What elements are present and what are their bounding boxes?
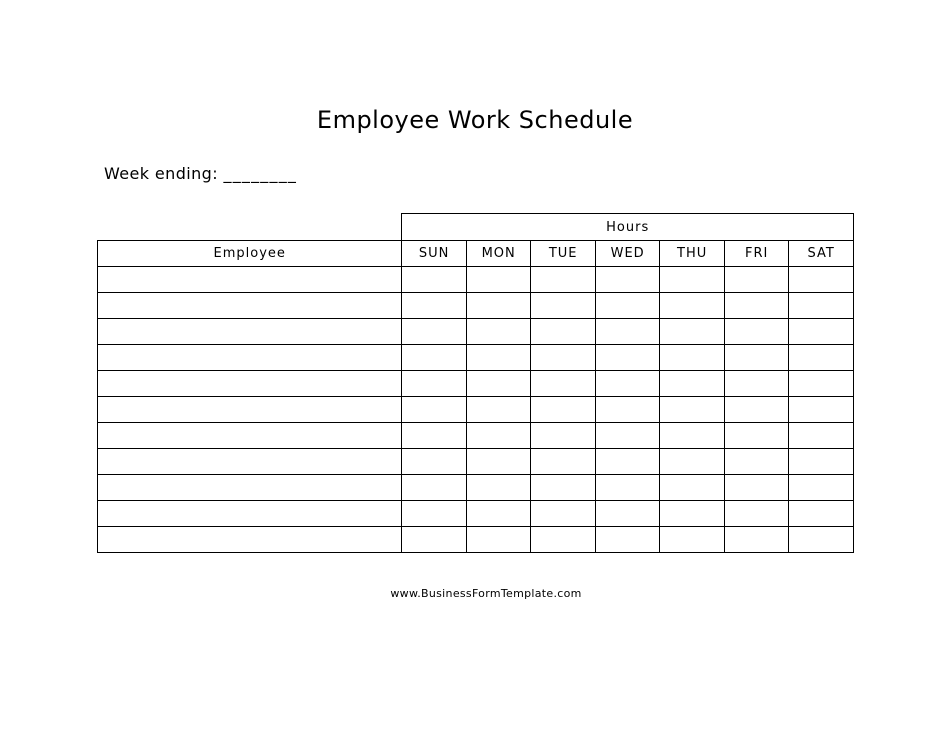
hours-cell-wed[interactable]	[595, 423, 660, 449]
hours-cell-tue[interactable]	[531, 267, 596, 293]
day-header-wed: WED	[595, 241, 660, 267]
hours-cell-thu[interactable]	[660, 371, 725, 397]
table-row	[98, 319, 854, 345]
hours-cell-fri[interactable]	[724, 267, 789, 293]
hours-cell-sat[interactable]	[789, 423, 854, 449]
hours-cell-mon[interactable]	[466, 475, 531, 501]
hours-cell-tue[interactable]	[531, 475, 596, 501]
page-title: Employee Work Schedule	[316, 106, 634, 134]
hours-cell-sat[interactable]	[789, 449, 854, 475]
hours-cell-thu[interactable]	[660, 345, 725, 371]
hours-cell-wed[interactable]	[595, 371, 660, 397]
hours-cell-sat[interactable]	[789, 267, 854, 293]
hours-cell-fri[interactable]	[724, 397, 789, 423]
hours-cell-sun[interactable]	[402, 397, 467, 423]
day-header-sun: SUN	[402, 241, 467, 267]
hours-cell-fri[interactable]	[724, 345, 789, 371]
day-header-fri: FRI	[724, 241, 789, 267]
table-row	[98, 527, 854, 553]
table-row	[98, 449, 854, 475]
hours-cell-tue[interactable]	[531, 423, 596, 449]
hours-cell-thu[interactable]	[660, 293, 725, 319]
hours-cell-sat[interactable]	[789, 293, 854, 319]
employee-cell[interactable]	[98, 527, 402, 553]
hours-cell-wed[interactable]	[595, 475, 660, 501]
hours-cell-mon[interactable]	[466, 527, 531, 553]
hours-cell-sat[interactable]	[789, 475, 854, 501]
hours-cell-wed[interactable]	[595, 319, 660, 345]
employee-cell[interactable]	[98, 501, 402, 527]
hours-cell-mon[interactable]	[466, 423, 531, 449]
schedule-table	[97, 213, 854, 553]
hours-cell-thu[interactable]	[660, 397, 725, 423]
week-ending-field[interactable]	[104, 164, 297, 183]
hours-cell-sat[interactable]	[789, 527, 854, 553]
hours-cell-sun[interactable]	[402, 527, 467, 553]
employee-cell[interactable]	[98, 293, 402, 319]
hours-cell-fri[interactable]	[724, 371, 789, 397]
hours-cell-thu[interactable]	[660, 501, 725, 527]
employee-cell[interactable]	[98, 371, 402, 397]
hours-cell-sun[interactable]	[402, 267, 467, 293]
employee-header: Employee	[98, 241, 402, 267]
employee-cell[interactable]	[98, 319, 402, 345]
hours-cell-wed[interactable]	[595, 345, 660, 371]
hours-cell-mon[interactable]	[466, 397, 531, 423]
hours-cell-sat[interactable]	[789, 397, 854, 423]
hours-cell-sun[interactable]	[402, 293, 467, 319]
hours-cell-wed[interactable]	[595, 501, 660, 527]
hours-cell-mon[interactable]	[466, 371, 531, 397]
hours-cell-sun[interactable]	[402, 501, 467, 527]
hours-cell-fri[interactable]	[724, 475, 789, 501]
table-row	[98, 423, 854, 449]
hours-cell-mon[interactable]	[466, 319, 531, 345]
employee-cell[interactable]	[98, 423, 402, 449]
hours-cell-tue[interactable]	[531, 501, 596, 527]
hours-cell-wed[interactable]	[595, 293, 660, 319]
hours-cell-sat[interactable]	[789, 319, 854, 345]
employee-cell[interactable]	[98, 345, 402, 371]
hours-cell-thu[interactable]	[660, 449, 725, 475]
day-header-sat: SAT	[789, 241, 854, 267]
hours-cell-tue[interactable]	[531, 293, 596, 319]
hours-cell-mon[interactable]	[466, 293, 531, 319]
column-header-row	[98, 241, 854, 267]
hours-cell-fri[interactable]	[724, 293, 789, 319]
employee-cell[interactable]	[98, 267, 402, 293]
hours-cell-mon[interactable]	[466, 501, 531, 527]
hours-cell-thu[interactable]	[660, 423, 725, 449]
hours-cell-sun[interactable]	[402, 371, 467, 397]
hours-cell-fri[interactable]	[724, 423, 789, 449]
hours-cell-wed[interactable]	[595, 397, 660, 423]
hours-cell-thu[interactable]	[660, 319, 725, 345]
table-row	[98, 293, 854, 319]
hours-spacer	[98, 214, 402, 241]
hours-cell-tue[interactable]	[531, 397, 596, 423]
hours-cell-mon[interactable]	[466, 345, 531, 371]
hours-cell-thu[interactable]	[660, 527, 725, 553]
table-row	[98, 371, 854, 397]
hours-cell-wed[interactable]	[595, 449, 660, 475]
hours-cell-mon[interactable]	[466, 449, 531, 475]
day-header-tue: TUE	[531, 241, 596, 267]
hours-cell-wed[interactable]	[595, 527, 660, 553]
day-header-mon: MON	[466, 241, 531, 267]
hours-cell-sun[interactable]	[402, 423, 467, 449]
schedule-body	[98, 267, 854, 553]
table-row	[98, 345, 854, 371]
hours-cell-wed[interactable]	[595, 267, 660, 293]
hours-cell-tue[interactable]	[531, 345, 596, 371]
week-ending-label: Week ending:	[104, 164, 218, 183]
table-row	[98, 475, 854, 501]
hours-cell-tue[interactable]	[531, 527, 596, 553]
table-row	[98, 267, 854, 293]
table-row	[98, 501, 854, 527]
hours-cell-tue[interactable]	[531, 371, 596, 397]
hours-cell-sat[interactable]	[789, 345, 854, 371]
day-header-thu: THU	[660, 241, 725, 267]
hours-cell-fri[interactable]	[724, 449, 789, 475]
hours-cell-sat[interactable]	[789, 371, 854, 397]
hours-cell-sun[interactable]	[402, 319, 467, 345]
hours-cell-sun[interactable]	[402, 475, 467, 501]
hours-cell-sat[interactable]	[789, 501, 854, 527]
footer-url: www.BusinessFormTemplate.com	[390, 587, 582, 600]
hours-header: Hours	[402, 214, 854, 241]
hours-cell-mon[interactable]	[466, 267, 531, 293]
hours-cell-tue[interactable]	[531, 319, 596, 345]
table-row	[98, 397, 854, 423]
hours-cell-fri[interactable]	[724, 527, 789, 553]
hours-header-row	[98, 214, 854, 241]
hours-cell-sun[interactable]	[402, 449, 467, 475]
hours-cell-sun[interactable]	[402, 345, 467, 371]
week-ending-blank[interactable]: ________	[223, 164, 298, 183]
employee-cell[interactable]	[98, 397, 402, 423]
hours-cell-fri[interactable]	[724, 501, 789, 527]
employee-cell[interactable]	[98, 449, 402, 475]
hours-cell-tue[interactable]	[531, 449, 596, 475]
hours-cell-fri[interactable]	[724, 319, 789, 345]
hours-cell-thu[interactable]	[660, 475, 725, 501]
employee-cell[interactable]	[98, 475, 402, 501]
hours-cell-thu[interactable]	[660, 267, 725, 293]
